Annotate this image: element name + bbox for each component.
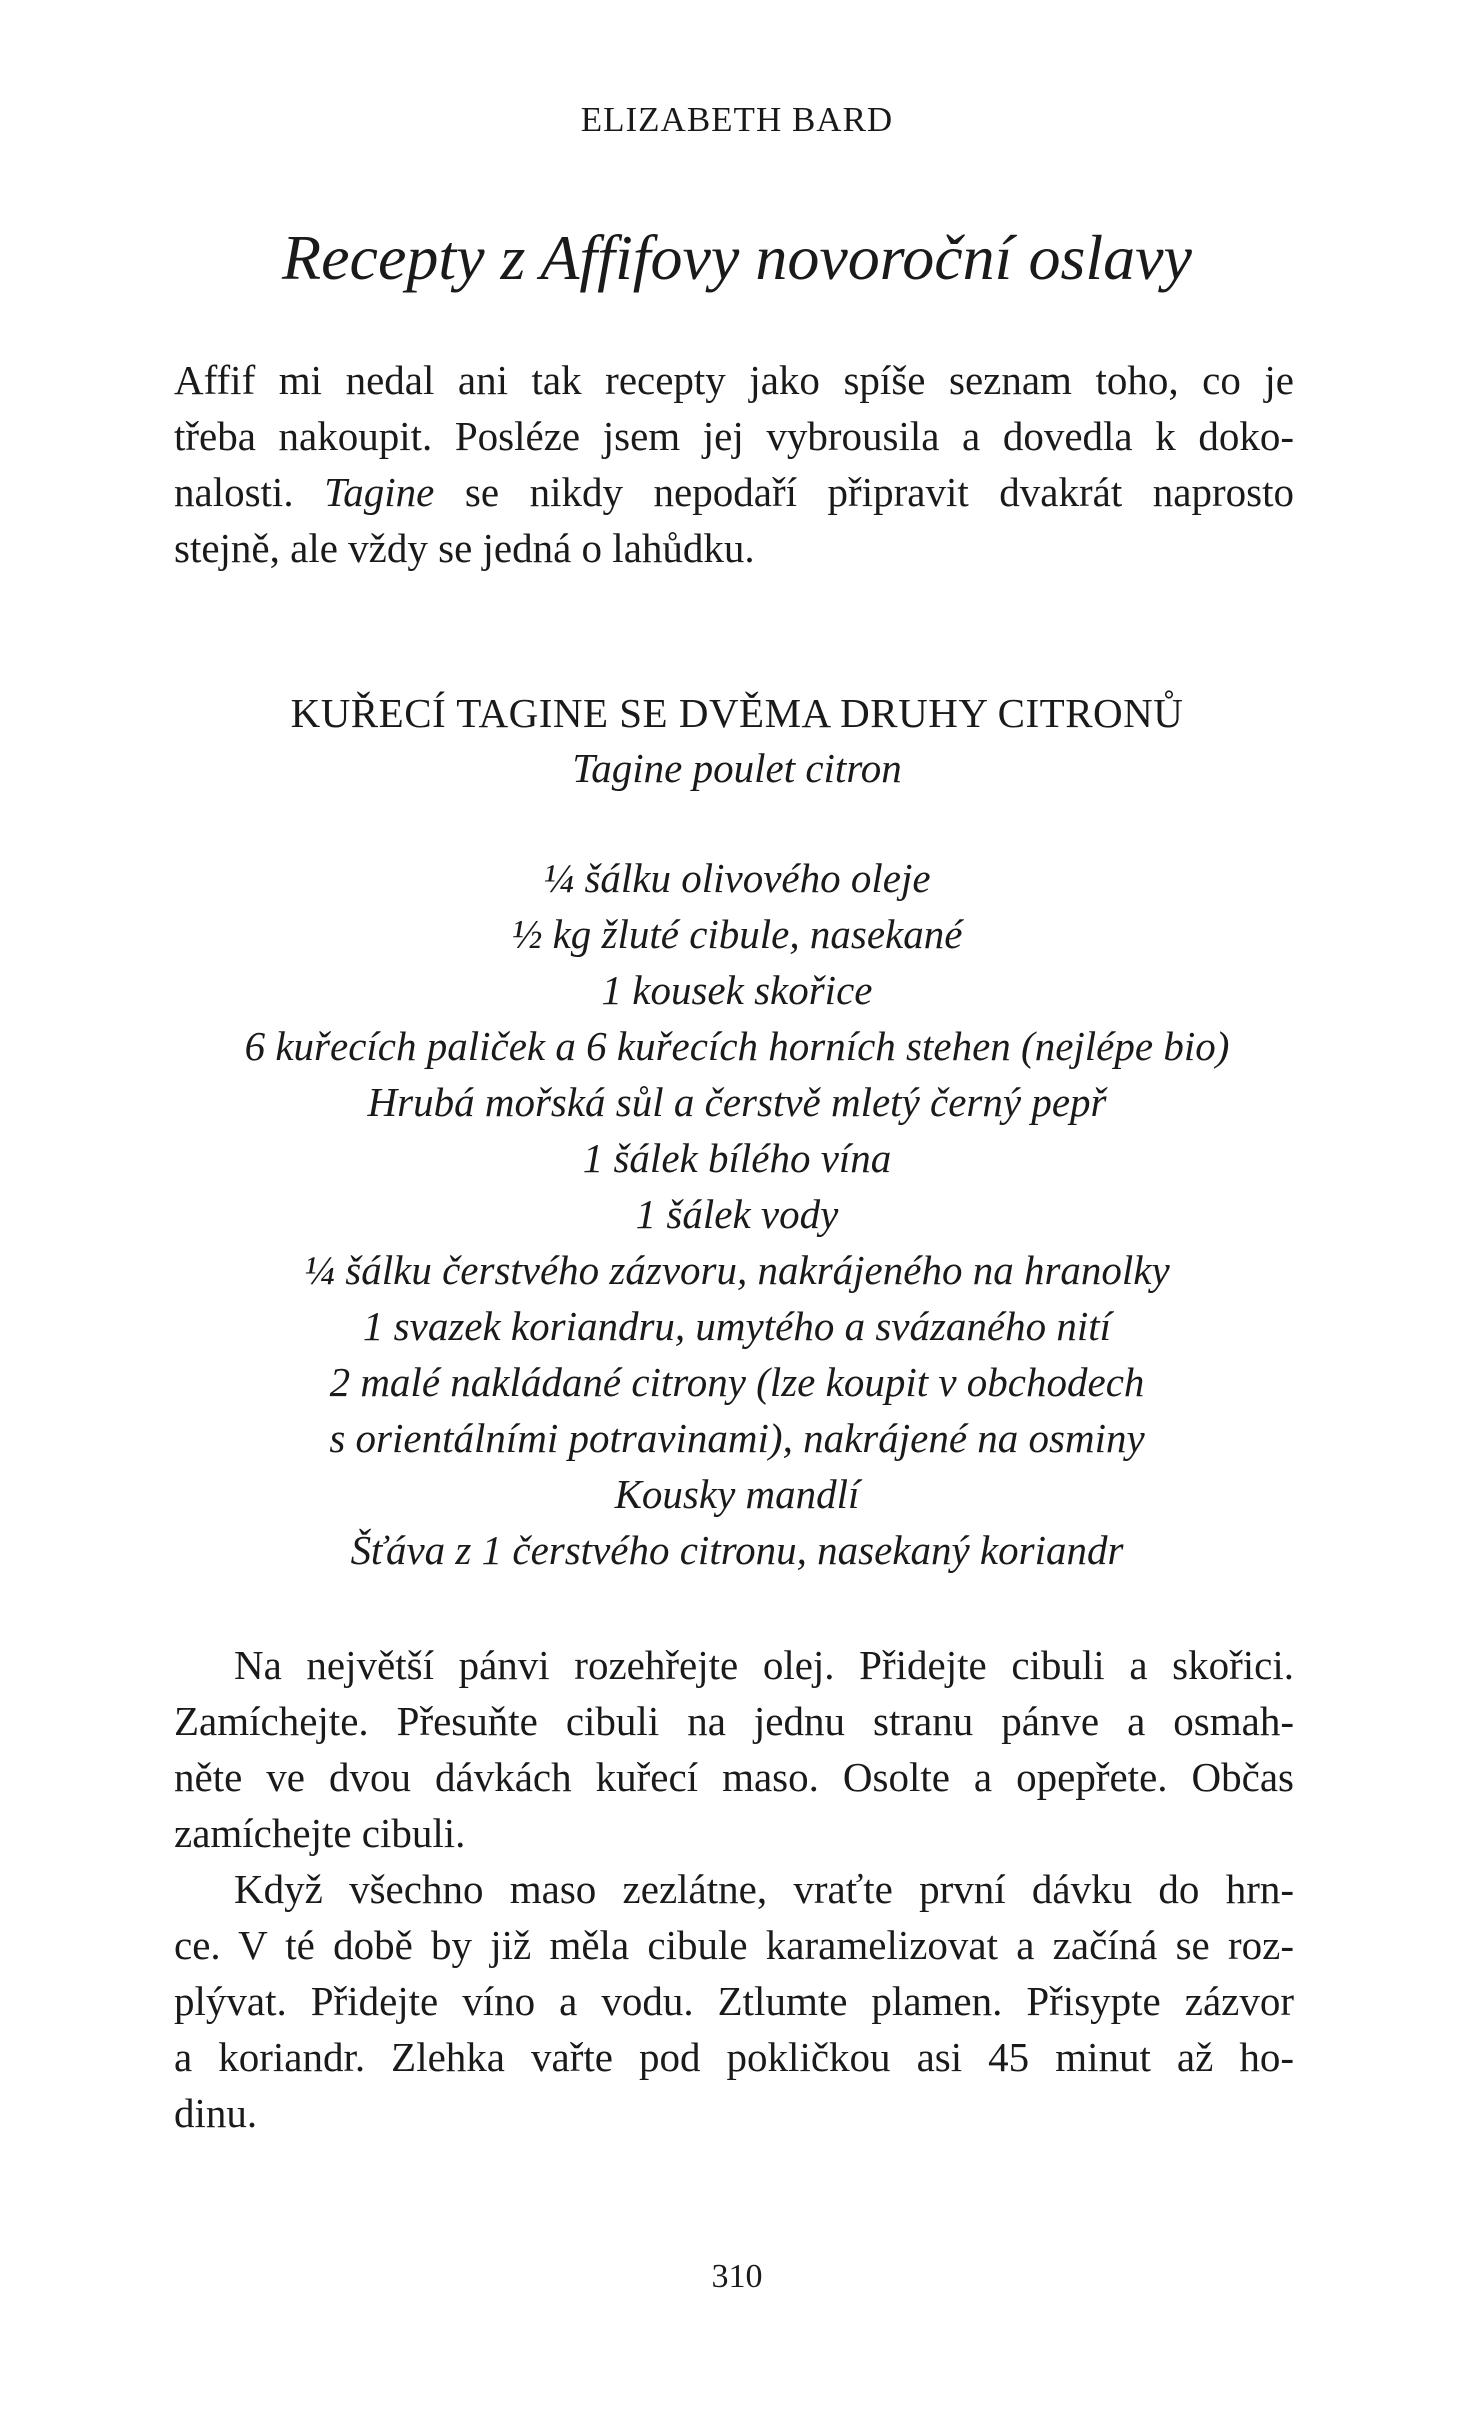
method-line: něte ve dvou dávkách kuřecí maso. Osolte a opepřete. Občas: [174, 1754, 1294, 1800]
method-line: Zamíchejte. Přesuňte cibuli na jednu stranu pánve a osmah-: [174, 1698, 1294, 1744]
intro-line: Affif mi nedal ani tak recepty jako spíše seznam toho, co je: [174, 357, 1294, 403]
italic-term: Tagine: [324, 469, 435, 515]
method-line: plývat. Přidejte víno a vodu. Ztlumte plamen. Přisypte zázvor: [174, 1978, 1294, 2024]
ingredient-item: 6 kuřecích paliček a 6 kuřecích horních stehen (nejlépe bio): [244, 1023, 1230, 1069]
intro-line: stejně, ale vždy se jedná o lahůdku.: [174, 525, 755, 571]
ingredient-item: 2 malé nakládané citrony (lze koupit v obchodech: [329, 1359, 1145, 1405]
intro-line-start: nalosti.: [174, 469, 294, 515]
page-number: 310: [711, 2258, 763, 2295]
method-paragraph-1: [174, 1637, 1294, 1861]
ingredient-item: Šťáva z 1 čerstvého citronu, nasekaný koriandr: [350, 1527, 1124, 1573]
method-line: Když všechno maso zezlátne, vraťte první dávku do hrn-: [234, 1866, 1294, 1912]
method-line: Na největší pánvi rozehřejte olej. Přidejte cibuli a skořici.: [234, 1642, 1294, 1688]
recipe-subtitle: Tagine poulet citron: [572, 745, 902, 791]
method-line: ce. V té době by již měla cibule karamelizovat a začíná se roz-: [174, 1922, 1294, 1968]
intro-paragraph: [174, 352, 1294, 576]
method-paragraph-2: [174, 1861, 1294, 2141]
ingredient-item: Kousky mandlí: [614, 1471, 860, 1517]
method-line: dinu.: [174, 2090, 258, 2136]
running-head: ELIZABETH BARD: [580, 100, 894, 139]
ingredient-item: 1 šálek bílého vína: [582, 1135, 892, 1181]
ingredient-item: ½ kg žluté cibule, nasekané: [511, 911, 963, 957]
ingredient-item: ¼ šálku čerstvého zázvoru, nakrájeného na hranolky: [304, 1247, 1170, 1293]
intro-line-rest: se nikdy nepodaří připravit dvakrát naprosto: [434, 469, 1294, 515]
method-line: zamíchejte cibuli.: [174, 1810, 466, 1856]
ingredient-list: [0, 850, 1474, 1578]
ingredient-item: Hrubá mořská sůl a čerstvě mletý černý pepř: [367, 1079, 1107, 1125]
ingredient-item: 1 šálek vody: [635, 1191, 839, 1237]
intro-line: třeba nakoupit. Posléze jsem jej vybrousila a dovedla k doko-: [174, 413, 1294, 459]
ingredient-item: 1 kousek skořice: [601, 967, 873, 1013]
chapter-title: Recepty z Affifovy novoroční oslavy: [282, 222, 1192, 293]
recipe-title: KUŘECÍ TAGINE SE DVĚMA DRUHY CITRONŮ: [290, 690, 1184, 736]
ingredient-item: s orientálními potravinami), nakrájené na osminy: [329, 1415, 1145, 1461]
method-line: a koriandr. Zlehka vařte pod pokličkou asi 45 minut až ho-: [174, 2034, 1294, 2080]
ingredient-item: 1 svazek koriandru, umytého a svázaného nití: [362, 1303, 1112, 1349]
ingredient-item: ¼ šálku olivového oleje: [543, 855, 931, 901]
intro-line: [174, 464, 1294, 520]
